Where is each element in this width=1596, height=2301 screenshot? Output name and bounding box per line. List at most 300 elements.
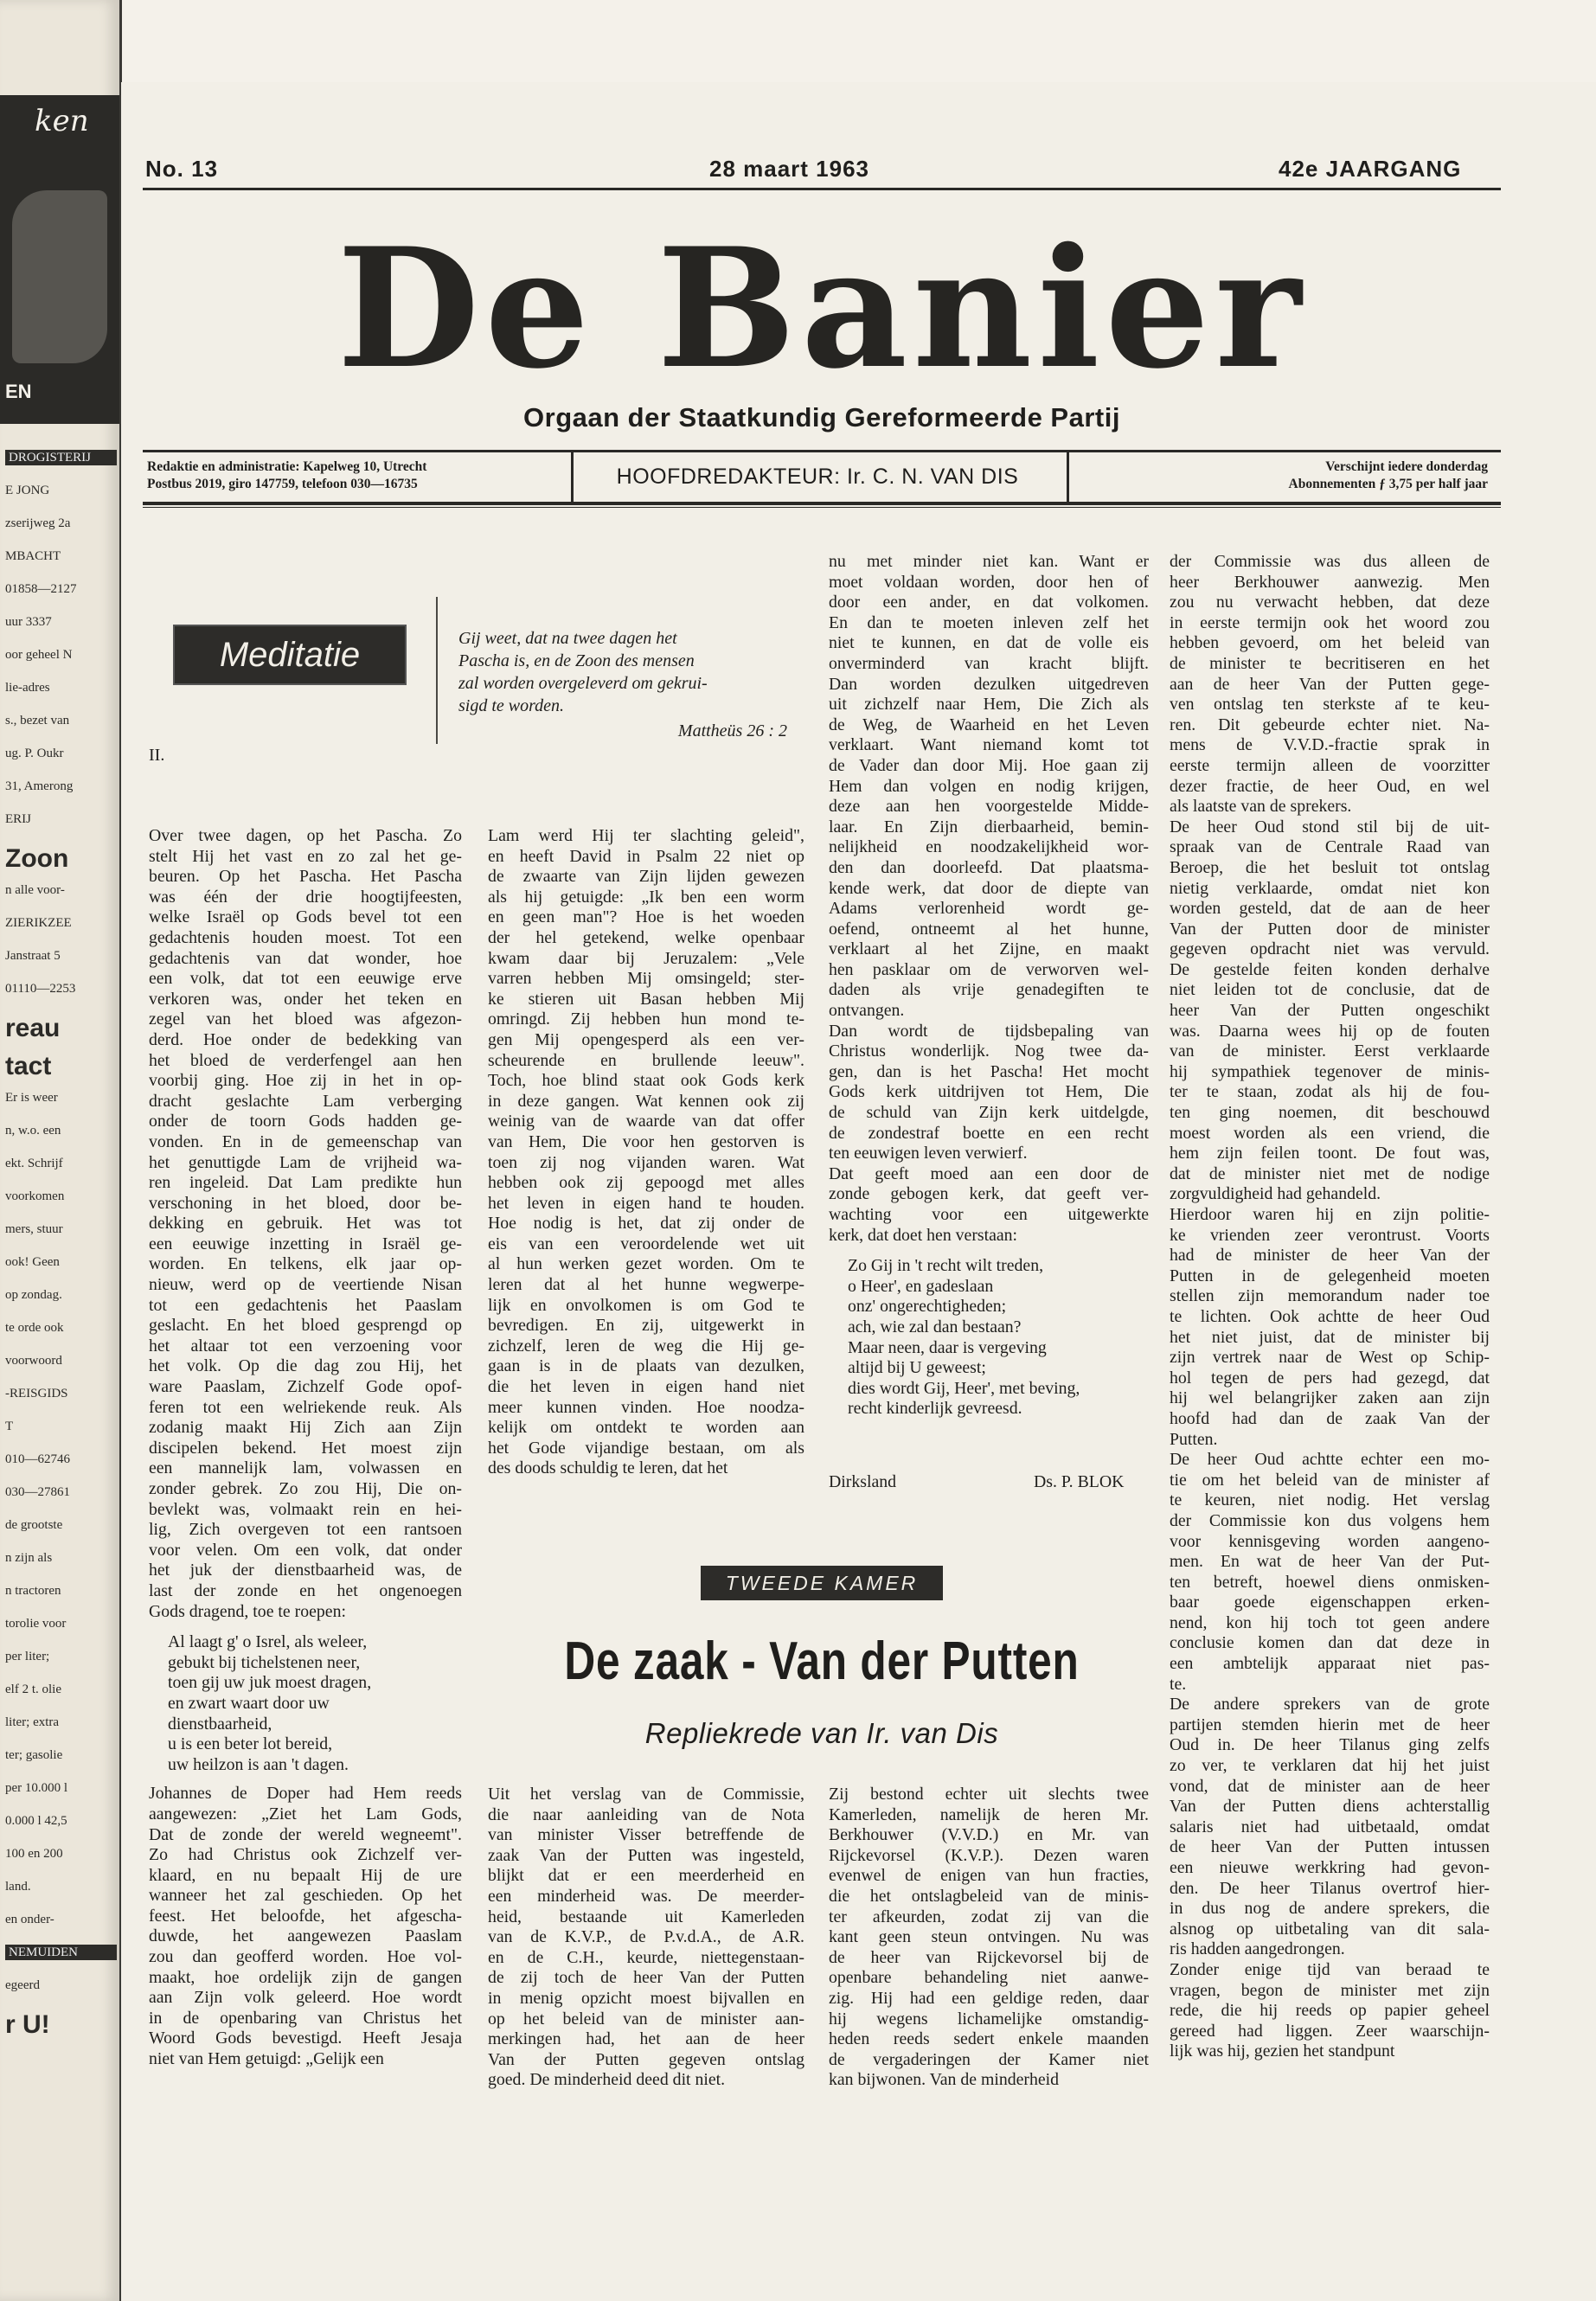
text-line: hij wegens lichamelijke omstandig- <box>829 2009 1149 2029</box>
text-line: Over twee dagen, op het Pascha. Zo <box>149 826 462 845</box>
text-line: Dan wordt de tijdsbepaling van <box>829 1021 1149 1041</box>
adjacent-page-line: 010—62746 <box>5 1452 70 1466</box>
adjacent-page-line: ter; gasolie <box>5 1748 63 1762</box>
signature-place: Dirksland <box>829 1472 897 1491</box>
text-line: in de openbaring van Christus het <box>149 2008 462 2028</box>
subscription-line-2: Abonnementen ƒ 3,75 per half jaar <box>1288 477 1488 491</box>
text-line: een mannelijk lam, volwassen en <box>149 1458 462 1478</box>
text-line: heid, bestaande uit Kamerleden <box>488 1907 804 1926</box>
adjacent-page-line: torolie voor <box>5 1617 67 1631</box>
issue-date: 28 maart 1963 <box>709 156 870 182</box>
text-line: het genuttigde Lam de vrijheid wa- <box>149 1152 462 1172</box>
masthead-title <box>143 189 1501 401</box>
text-line: tie om het beleid van de minister af <box>1170 1470 1490 1490</box>
text-line: te. <box>1170 1674 1187 1694</box>
text-line: in deze gangen. Wat kennen ook zij <box>488 1091 804 1111</box>
poem-line: recht kinderlijk gevreesd. <box>848 1399 1022 1419</box>
text-line: lijk en onvolkomen is om God te <box>488 1295 804 1315</box>
text-line: hij wel belangrijker zaken aan zijn <box>1170 1388 1490 1408</box>
bible-quote <box>458 627 787 717</box>
text-line: den dan doorleefd. Dat plaatsma- <box>829 857 1149 877</box>
text-line: feren tot een welriekende reuk. Als <box>149 1397 462 1417</box>
text-line: gedachtenis houden moest. Tot een <box>149 927 462 947</box>
adjacent-page-line: de grootste <box>5 1518 63 1532</box>
text-line: gen Mij opengesperd als een ver- <box>488 1029 804 1049</box>
text-line: Lam werd Hij ter slachting geleid", <box>488 826 804 845</box>
meditatie-label: Meditatie <box>173 625 407 685</box>
text-line: ontvangen. <box>829 1001 905 1021</box>
text-line: Oud in. De heer Tilanus ging zelfs <box>1170 1735 1490 1755</box>
text-line: moet voldaan worden, door hen of <box>829 572 1149 592</box>
text-line: De heer Oud stond stil bij de uit- <box>1170 817 1490 836</box>
text-line: eerste termijn alleen de voorzitter <box>1170 755 1490 775</box>
quote-line: Pascha is, en de Zoon des mensen <box>458 651 695 670</box>
text-line: gaan is in de plaats van dezulken, <box>488 1356 804 1376</box>
quote-reference: Mattheüs 26 : 2 <box>677 721 787 740</box>
text-line: merkingen had, het aan de heer <box>488 2029 804 2049</box>
text-line: had de minister de heer Van der <box>1170 1246 1490 1266</box>
text-line: stelt Hij het vast en zo zal het ge- <box>149 846 462 866</box>
text-line: uit zichzelf naar Hem, Die Zich als <box>829 695 1149 715</box>
text-line: die naar aanleiding van de Nota <box>488 1804 804 1824</box>
text-line: Toch, hoe blind staat ook Gods kerk <box>488 1071 804 1091</box>
text-line: een volk, dat tot een eeuwige erve <box>149 969 462 989</box>
text-line: dezer fractie, de heer Oud, en wel <box>1170 776 1490 796</box>
text-line: des doods schuldig te leren, dat het <box>488 1458 728 1478</box>
text-line: Van der Putten gegeven ontslag <box>488 2049 804 2069</box>
adjacent-page-line: voorwoord <box>5 1354 62 1368</box>
text-line: bevredigen. En zij, uitgewerkt in <box>488 1316 804 1336</box>
text-line: maakt, hoe ordelijk zijn de gangen <box>149 1967 462 1987</box>
contact-line-2: Postbus 2019, giro 147759, telefoon 030—16735 <box>147 477 418 491</box>
text-line: varren hebben Mij omsingeld; ster- <box>488 969 804 989</box>
adjacent-page-line: op zondag. <box>5 1288 62 1302</box>
text-line: Hem dan volgen en nodig krijgen, <box>829 776 1149 796</box>
adjacent-page-line: tact <box>5 1052 52 1080</box>
text-line: was één der drie hoogtijfeesten, <box>149 887 462 907</box>
section-label: TWEEDE KAMER <box>701 1566 943 1600</box>
text-line: rede, die hij reeds op papier geheel <box>1170 2001 1490 2021</box>
text-line: Zij bestond echter uit slechts twee <box>829 1785 1149 1804</box>
text-line: Zo had Christus ook Zichzelf ver- <box>149 1845 462 1865</box>
text-line: voor velen. Om een volk, dat onder <box>149 1540 462 1560</box>
text-line: gedachtenis van dat wonder, hoe <box>149 948 462 968</box>
text-line: tot een gedachtenis het Paaslam <box>149 1295 462 1315</box>
text-line: derd. Hoe onder de bedekking van <box>149 1029 462 1049</box>
adjacent-page-line: reau <box>5 1014 61 1042</box>
poem-line: ach, wie zal dan bestaan? <box>848 1317 1022 1336</box>
text-line: Van der Putten diens achterstallig <box>1170 1797 1490 1817</box>
text-line: in eerste termijn ook het woord zou <box>1170 612 1490 632</box>
text-line: aangewezen: „Ziet het Lam Gods, <box>149 1804 462 1823</box>
quote-line: zal worden overgeleverd om gekrui- <box>458 674 708 693</box>
contact-line-1: Redaktie en administratie: Kapelweg 10, Utrecht <box>147 459 427 474</box>
text-line: zou nu verwacht hebben, dat deze <box>1170 593 1490 612</box>
adjacent-page-line: Zoon <box>5 844 69 873</box>
text-line: ren. Dit gebeurde echter niet. Na- <box>1170 715 1490 734</box>
text-line: verklaart. Want niemand komt tot <box>829 735 1149 755</box>
text-line: een eeuwige inzetting in Israël ge- <box>149 1234 462 1253</box>
text-line: conclusie komen dan dat deze in <box>1170 1633 1490 1653</box>
issue-number: No. 13 <box>145 156 219 182</box>
text-line: ven ontslag ten sterkste af te keu- <box>1170 695 1490 715</box>
adjacent-page-line: 01110—2253 <box>5 982 76 996</box>
text-line: Putten in de gelegenheid moeten <box>1170 1266 1490 1285</box>
spacer <box>149 1622 462 1632</box>
text-line: de minister te becritiseren en het <box>1170 653 1490 673</box>
info-bottom-rule-thin <box>143 507 1501 508</box>
text-line: aan de heer Van der Putten gege- <box>1170 674 1490 694</box>
adjacent-page-line: ekt. Schrijf <box>5 1157 63 1170</box>
text-line: worden. En telkens, elk jaar op- <box>149 1254 462 1274</box>
masthead-subtitle: Orgaan der Staatkundig Gereformeerde Partij <box>523 402 1120 433</box>
text-line: Van der Putten door de minister <box>1170 919 1490 939</box>
text-line: toen zij nog vijanden waren. Wat <box>488 1152 804 1172</box>
text-line: Rijckevorsel (K.V.P.). Dezen waren <box>829 1845 1149 1865</box>
adjacent-page-line: s., bezet van <box>5 714 70 727</box>
text-line: alsnog op uitbetaling van dit sala- <box>1170 1919 1490 1939</box>
text-line: welke Israël op Gods bevel tot een <box>149 907 462 927</box>
subscription-info <box>1073 458 1488 493</box>
text-line: kerk, dat doet hen verstaan: <box>829 1225 1018 1245</box>
text-line: oefend, ontneemt al het hunne, <box>829 919 1149 939</box>
text-line: vragen, begon de minister met zijn <box>1170 1980 1490 2000</box>
text-line: daden als vrije genadegiften te <box>829 980 1149 1000</box>
adjacent-page-line: NEMUIDEN <box>5 1945 117 1960</box>
contact-info <box>147 458 580 493</box>
text-line: baar goede eigenschappen erken- <box>1170 1593 1490 1612</box>
text-line: op het beleid van de minister aan- <box>488 2009 804 2029</box>
quote-line: Gij weet, dat na twee dagen het <box>458 629 677 648</box>
poem-line: o Heer', en gadeslaan <box>848 1276 994 1296</box>
text-line: Dat de zonde der wereld wegneemt". <box>149 1824 462 1844</box>
text-line: scheurende en brullende leeuw". <box>488 1050 804 1070</box>
adjacent-page-line: oor geheel N <box>5 648 73 662</box>
text-line: in menig opzicht moest bijvallen en <box>488 1988 804 2008</box>
text-line: ter te staan, zodat als hij de fou- <box>1170 1082 1490 1102</box>
adjacent-page-line: 31, Amerong <box>5 779 74 793</box>
text-line: heden reeds sedert enkele maanden <box>829 2029 1149 2049</box>
text-line: de vergaderingen der Kamer niet <box>829 2049 1149 2069</box>
adjacent-page-line: ERIJ <box>5 812 31 826</box>
advert-caption: EN <box>5 381 32 402</box>
text-line: wanneer het zal geschieden. Op het <box>149 1886 462 1906</box>
adjacent-page-strip <box>0 0 122 2301</box>
meditatie-column-1 <box>149 826 462 2070</box>
text-line: Zonder enige tijd van beraad te <box>1170 1959 1490 1979</box>
text-line: door een ander, en dat volkomen. <box>829 593 1149 612</box>
text-line: het Gode vijandige bestaan, om als <box>488 1438 804 1458</box>
adjacent-page-line: per 10.000 l <box>5 1781 68 1795</box>
adjacent-page-line: per liter; <box>5 1650 50 1663</box>
adjacent-page-line: elf 2 t. olie <box>5 1682 61 1696</box>
text-line: Gods dragend, toe te roepen: <box>149 1601 346 1621</box>
text-line: ten betreft, hoewel diens onmisken- <box>1170 1572 1490 1592</box>
text-line: meer kunnen vinden. Hoe noodza- <box>488 1397 804 1417</box>
text-line: goed. De minderheid deed dit niet. <box>488 2070 726 2090</box>
text-line: spraak van de Centrale Raad van <box>1170 837 1490 857</box>
adjacent-page-line: 100 en 200 <box>5 1847 63 1861</box>
adjacent-page-line: -REISGIDS <box>5 1387 68 1400</box>
text-line: eis van een veroordelende wet uit <box>488 1234 804 1253</box>
text-line: hij sympathiek tegenover de minis- <box>1170 1061 1490 1081</box>
text-line: de schuld van Zijn kerk uitdelgde, <box>829 1103 1149 1123</box>
article-column-1 <box>488 1785 804 2091</box>
text-line: openbare behandeling niet aanwe- <box>829 1968 1149 1988</box>
text-line: zorgvuldigheid had gehandeld. <box>1170 1184 1381 1204</box>
text-line: van Hem, Die voor hen gestorven is <box>488 1131 804 1151</box>
text-line: al hun werken gezet worden. Om te <box>488 1254 804 1274</box>
poem-line: en zwart waart door uw <box>168 1693 330 1713</box>
text-line: De heer Oud achtte echter een mo- <box>1170 1450 1490 1470</box>
text-line: nelijkheid en noodzakelijkheid wor- <box>829 837 1149 857</box>
text-line: ten eeuwigen leven verwierf. <box>829 1144 1028 1163</box>
meditatie-column-3 <box>829 552 1149 1420</box>
text-line: nend, kon hij toch tot geen andere <box>1170 1612 1490 1632</box>
text-line: ris hadden aangedrongen. <box>1170 1939 1345 1959</box>
text-line: van de minister. Eerst verklaarde <box>1170 1042 1490 1061</box>
poem-line: uw heilzon is aan 't dagen. <box>168 1754 349 1774</box>
adjacent-page-line: mers, stuur <box>5 1222 63 1236</box>
adjacent-page-line: n tractoren <box>5 1584 61 1598</box>
adjacent-page-line: DROGISTERIJ <box>5 450 117 465</box>
text-line: Dat geeft moed aan een door de <box>829 1163 1149 1183</box>
text-line: niet leiden tot de conclusie, dat de <box>1170 980 1490 1000</box>
text-line: aan Zijn volk geleerd. Hoe wordt <box>149 1988 462 2008</box>
adjacent-page-line: en onder- <box>5 1913 54 1926</box>
text-line: wachting voor een uitgewerkte <box>829 1205 1149 1224</box>
adjacent-page-line: n alle voor- <box>5 883 65 897</box>
text-line: leren dat al het hunne wegwerpe- <box>488 1275 804 1295</box>
text-line: weinig van de waarde van dat offer <box>488 1112 804 1131</box>
text-line: het niet juist, dat de minister bij <box>1170 1327 1490 1347</box>
text-line: de Vader dan door Mij. Hoe gaan zij <box>829 755 1149 775</box>
text-line: evenwel de enigen van hun fracties, <box>829 1866 1149 1886</box>
text-line: verschoning in het bloed, door be- <box>149 1193 462 1213</box>
text-line: zichzelf, leren de weg die Hij ge- <box>488 1336 804 1356</box>
text-line: kant geen steun ontvingen. Nu was <box>829 1927 1149 1947</box>
masthead-svg <box>143 189 1501 401</box>
text-line: niet van Hem getuigd: „Gelijk een <box>149 2049 384 2069</box>
adjacent-page-line: land. <box>5 1880 31 1894</box>
text-line: last der zonde en het ongenoegen <box>149 1580 462 1600</box>
spacer <box>149 1775 462 1784</box>
text-line: in dus nog de andere sprekers, die <box>1170 1899 1490 1919</box>
adjacent-page-line: n, w.o. een <box>5 1124 61 1138</box>
text-line: hen pasklaar om de verworven wel- <box>829 959 1149 979</box>
text-line: dracht geslachte Lam verberging <box>149 1091 462 1111</box>
text-line: Putten. <box>1170 1429 1218 1449</box>
text-line: kwam daar bij Jeruzalem: „Vele <box>488 948 804 968</box>
text-line: het volk. Op die dag zou Hij, het <box>149 1356 462 1376</box>
text-line: vond, dat de minister aan de heer <box>1170 1776 1490 1796</box>
text-line: voor kennisgeving worden aangeno- <box>1170 1531 1490 1551</box>
adjacent-page-line: 030—27861 <box>5 1485 70 1499</box>
subscription-line-1: Verschijnt iedere donderdag <box>1325 459 1488 474</box>
adjacent-page-advert <box>0 95 119 424</box>
text-line: kende werk, dat door de diepte van <box>829 878 1149 898</box>
advert-logo: ken <box>35 104 89 138</box>
text-line: ten ging noemen, dit beschouwd <box>1170 1103 1490 1123</box>
poem-line: gebukt bij tichelstenen neer, <box>168 1652 361 1672</box>
text-line: die het ontslagbeleid van de minis- <box>829 1886 1149 1906</box>
text-line: der Commissie was dus alleen de <box>1170 552 1490 571</box>
volume-label: 42e JAARGANG <box>1279 156 1462 182</box>
text-line: beuren. Op het Pascha. Het Pascha <box>149 867 462 887</box>
poem-line: toen gij uw juk moest dragen, <box>168 1673 372 1693</box>
text-line: zig. Hij had een geldige reden, daar <box>829 1988 1149 2008</box>
adjacent-page-line: 0.000 l 42,5 <box>5 1814 67 1828</box>
text-line: Adams verlorenheid wordt ge- <box>829 899 1149 919</box>
text-line: kan bijwonen. Van de minderheid <box>829 2070 1060 2090</box>
masthead-text: De Banier <box>337 212 1307 401</box>
article-subheadline: Repliekrede van Ir. van Dis <box>644 1717 999 1749</box>
text-line: hebben gevoerd, om het beleid van <box>1170 633 1490 653</box>
text-line: Hoe nodig is het, dat zij onder de <box>488 1214 804 1234</box>
text-line: nietig verklaarde, omdat niet kon <box>1170 878 1490 898</box>
quote-rule <box>436 597 438 744</box>
text-line: Kamerleden, namelijk de heren Mr. <box>829 1804 1149 1824</box>
adjacent-page-line: Er is weer <box>5 1091 58 1105</box>
info-bottom-rule <box>143 502 1501 505</box>
adjacent-page-line: uur 3337 <box>5 615 52 629</box>
text-line: van de K.V.P., de P.v.d.A., de A.R. <box>488 1927 804 1947</box>
text-line: te lichten. Ook achtte de heer Oud <box>1170 1306 1490 1326</box>
text-line: ke vrienden zeer verontrust. Voorts <box>1170 1225 1490 1245</box>
text-line: verkoren was, onder het teken en <box>149 989 462 1009</box>
adjacent-page-line: E JONG <box>5 484 50 497</box>
text-line: onder de toorn Gods hadden ge- <box>149 1112 462 1131</box>
text-line: dekking en gebruik. Het was tot <box>149 1214 462 1234</box>
text-line: De gestelde feiten konden derhalve <box>1170 959 1490 979</box>
text-line: het juk der dienstbaarheid was, de <box>149 1561 462 1580</box>
text-line: den. De heer Tilanus overtrof hier- <box>1170 1878 1490 1898</box>
text-line: feest. Het beloofde, het afgescha- <box>149 1906 462 1926</box>
article-headline: De zaak - Van der Putten <box>564 1631 1080 1691</box>
text-line: mens de V.V.D.-fractie sprak in <box>1170 735 1490 755</box>
adjacent-page-line: liter; extra <box>5 1715 60 1729</box>
text-line: zonde gebogen kerk, dat geeft ver- <box>829 1184 1149 1204</box>
adjacent-page-line: te orde ook <box>5 1321 64 1335</box>
spacer <box>829 1246 1149 1256</box>
text-line: de zij toch de heer Van der Putten <box>488 1968 804 1988</box>
text-line: nu met minder niet kan. Want er <box>829 552 1149 571</box>
text-line: Hierdoor waren hij en zijn politie- <box>1170 1205 1490 1224</box>
text-line: ware Paaslam, Zichzelf Gode opof- <box>149 1377 462 1397</box>
text-line: dat de minister niet met de nodige <box>1170 1163 1490 1183</box>
adjacent-page-line: 01858—2127 <box>5 582 77 596</box>
text-line: verklaart al het Zijne, en maakt <box>829 939 1149 959</box>
adjacent-page-line: r U! <box>5 2010 50 2039</box>
text-line: Woord Gods bevestigd. Heeft Jesaja <box>149 2029 462 2048</box>
text-line: zegel van het bloed was afgezon- <box>149 1009 462 1029</box>
text-line: En dan te moeten inleven zelf het <box>829 612 1149 632</box>
adjacent-page-line: MBACHT <box>5 549 61 563</box>
text-line: deze aan hen voorgestelde Midde- <box>829 797 1149 817</box>
text-line: Gods kerk uitdrijven tot Hem, Die <box>829 1082 1149 1102</box>
text-line: zou dan geofferd worden. Hoe vol- <box>149 1947 462 1967</box>
text-line: zijn vertrek naar de West op Schip- <box>1170 1348 1490 1368</box>
poem-line: Maar neen, daar is vergeving <box>848 1337 1047 1357</box>
article-column-3 <box>1170 552 1490 2062</box>
editor-in-chief: HOOFDREDAKTEUR: Ir. C. N. VAN DIS <box>616 465 1019 489</box>
text-line: het bloed de verderfengel aan hen <box>149 1050 462 1070</box>
text-line: laar. En Zijn dierbaarheid, bemin- <box>829 817 1149 836</box>
text-line: voorbij ging. Hoe zij in het in op- <box>149 1071 462 1091</box>
text-line: heer Van der Putten ongeschikt <box>1170 1001 1490 1021</box>
text-line: zaak Van der Putten was ingesteld, <box>488 1845 804 1865</box>
text-line: heer Berkhouwer aanwezig. Men <box>1170 572 1490 592</box>
meditatie-column-2 <box>488 826 804 1479</box>
text-line: stellen zijn memorandum nader toe <box>1170 1286 1490 1306</box>
text-line: Uit het verslag van de Commissie, <box>488 1785 804 1804</box>
text-line: en geen man"? Hoe is het woeden <box>488 907 804 927</box>
text-line: men. En wat de heer Van der Put- <box>1170 1552 1490 1572</box>
adjacent-page-line: lie-adres <box>5 681 50 695</box>
text-line: te keuren, niet nodig. Het verslag <box>1170 1490 1490 1510</box>
text-line: het altaar tot een verzoening voor <box>149 1336 462 1356</box>
adjacent-page-line: ZIERIKZEE <box>5 916 72 930</box>
text-line: en de C.H., keurde, niettegenstaan- <box>488 1947 804 1967</box>
article-column-2 <box>829 1785 1149 2091</box>
text-line: die het leven in eigen hand niet <box>488 1377 804 1397</box>
text-line: hol tegen de pers had gezegd, dat <box>1170 1368 1490 1388</box>
text-line: gereed had liggen. Zeer waarschijn- <box>1170 2021 1490 2041</box>
text-line: niet te kunnen, en dat de volle eis <box>829 633 1149 653</box>
adjacent-page-line: egeerd <box>5 1978 40 1992</box>
text-line: ter afkeurden, zodat zij van die <box>829 1907 1149 1926</box>
text-line: zodanig maakt Hij Zich aan Zijn <box>149 1418 462 1438</box>
adjacent-page-line: ook! Geen <box>5 1255 60 1269</box>
text-line: Johannes de Doper had Hem reeds <box>149 1784 462 1804</box>
text-line: een ambtelijk apparaat niet pas- <box>1170 1654 1490 1674</box>
text-line: vonden. En in de gemeenschap van <box>149 1131 462 1151</box>
text-line: hebben ook zij gepoogd met alles <box>488 1173 804 1193</box>
text-line: worden gesteld, dat de aan de heer <box>1170 899 1490 919</box>
text-line: hem zijn feilen toont. De fout was, <box>1170 1144 1490 1163</box>
text-line: der hel getekend, welke openbaar <box>488 927 804 947</box>
text-line: Christus wonderlijk. Nog twee da- <box>829 1042 1149 1061</box>
text-line: ke stieren uit Basan hebben Mij <box>488 989 804 1009</box>
adjacent-page-line: n zijn als <box>5 1551 53 1565</box>
text-line: een nieuwe werkkring had gevon- <box>1170 1858 1490 1877</box>
text-line: kelijk om ontdekt te worden aan <box>488 1418 804 1438</box>
text-line: lig, Zich overgeven tot een rantsoen <box>149 1520 462 1540</box>
text-line: was. Daarna wees hij op de fouten <box>1170 1021 1490 1041</box>
text-line: moest worden als een vriend, die <box>1170 1123 1490 1143</box>
text-line: onverminderd van kracht blijft. <box>829 653 1149 673</box>
poem-line: dies wordt Gij, Heer', met beving, <box>848 1378 1080 1398</box>
text-line: hoofd had dan de zaak Van der <box>1170 1408 1490 1428</box>
text-line: discipelen bekend. Het moest zijn <box>149 1438 462 1458</box>
text-line: partijen stemden hierin met de heer <box>1170 1715 1490 1734</box>
text-line: lijk was hij, gezien het standpunt <box>1170 2041 1395 2061</box>
text-line: nieuw, werd op de veertiende Nisan <box>149 1275 462 1295</box>
text-line: een minderheid was. De meerder- <box>488 1886 804 1906</box>
poem-line: Zo Gij in 't recht wilt treden, <box>848 1256 1044 1276</box>
poem-line: altijd bij U geweest; <box>848 1358 986 1378</box>
text-line: duwde, het aangewezen Paaslam <box>149 1926 462 1946</box>
text-line: ren ingeleid. Dat Lam predikte hun <box>149 1173 462 1193</box>
text-line: als laatste van de sprekers. <box>1170 797 1352 817</box>
text-line: gen, dan is het Pascha! Het mocht <box>829 1061 1149 1081</box>
text-line: gegeven opdracht niet was vervuld. <box>1170 939 1490 959</box>
text-line: omringd. Zij hebben hun mond te- <box>488 1009 804 1029</box>
signature-author: Ds. P. BLOK <box>1034 1472 1125 1491</box>
adjacent-page-line: Janstraat 5 <box>5 949 61 963</box>
adjacent-page-line: ug. P. Oukr <box>5 747 64 760</box>
text-line: geslacht. En het bloed gesprengd op <box>149 1316 462 1336</box>
